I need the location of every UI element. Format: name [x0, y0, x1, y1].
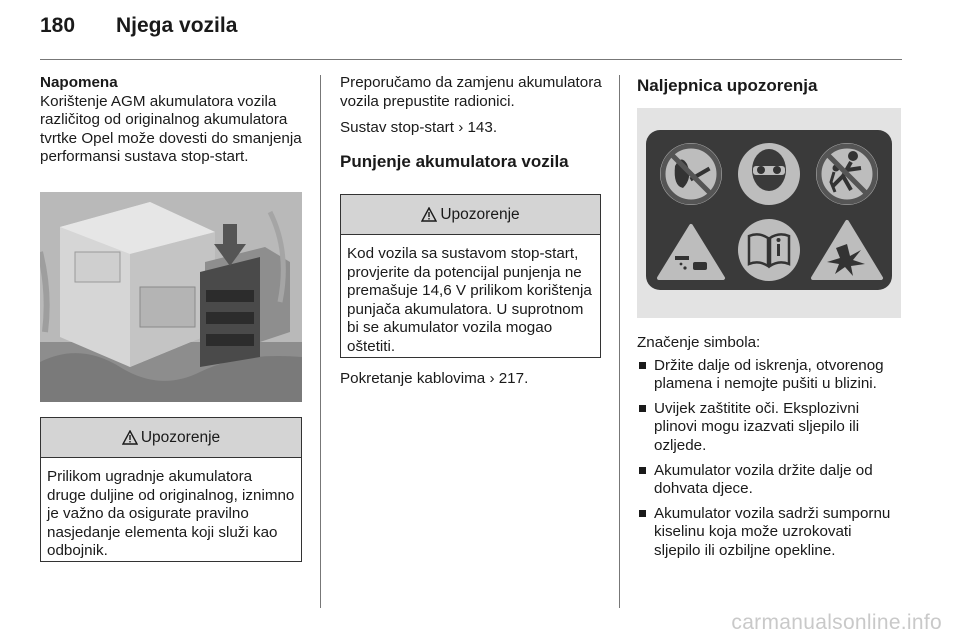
list-item-text: Držite dalje od iskrenja, otvorenog plamena i nemojte pušiti u blizini. — [654, 356, 884, 393]
reference-text: Pokretanje kablovima — [340, 370, 486, 387]
page-title: Njega vozila — [116, 14, 238, 37]
warning-label-image — [637, 108, 901, 318]
keep-children-away-icon — [816, 143, 878, 205]
note-text: Korištenje AGM akumulatora vozila različitog od originalnog akumulatora tvrtke Opel može dovesti do smanjenja performansi sustava stop-start. — [40, 92, 302, 166]
list-item-text: Uvijek zaštitite oči. Eksplozivni plinovi mogu izazvati sljepilo ili ozljede. — [654, 399, 860, 454]
page-ref-icon: › — [489, 370, 495, 387]
reference-text: Sustav stop-start — [340, 119, 454, 137]
column-divider-1 — [320, 75, 321, 608]
warning-triangle-icon — [122, 430, 138, 445]
warning-triangle-icon — [421, 207, 437, 222]
bullet-square-icon — [639, 510, 646, 517]
paragraph-recommendation: Preporučamo da zamjenu akumulatora vozila prepustite radionici. — [340, 74, 602, 110]
header-rule — [40, 59, 902, 60]
page-ref-icon: › — [458, 119, 464, 137]
bullet-square-icon — [639, 405, 646, 412]
list-item-text: Akumulator vozila držite dalje od dohvata djece. — [654, 461, 873, 498]
page-number: 180 — [40, 14, 76, 37]
column-1 — [40, 74, 302, 167]
list-item-text: Akumulator vozila sadrži sumpornu kiselinu koja može uzrokovati sljepilo ili ozbiljne opekline. — [654, 504, 891, 559]
read-manual-icon — [738, 219, 800, 281]
eye-protection-icon — [738, 143, 800, 205]
battery-photo — [40, 192, 302, 402]
list-item — [637, 357, 902, 394]
section-heading: Naljepnica upozorenja — [637, 76, 818, 95]
warning-header — [41, 418, 301, 458]
note-title: Napomena — [40, 74, 118, 91]
no-smoking-icon — [660, 143, 722, 205]
list-item — [637, 505, 902, 561]
paragraph-stop-start — [340, 119, 602, 138]
reference-page: 217. — [498, 370, 529, 387]
warning-text: Kod vozila sa sustavom stop-start, provjerite da potencijal punjenja ne premašuje 14,6 V prilikom korištenja punjača akumulatora. U suprotnom bi se akumulator vozila mogao oštetiti. — [347, 245, 592, 355]
list-item — [637, 462, 902, 499]
warning-box-2 — [340, 194, 601, 358]
section-heading: Punjenje akumulatora vozila — [340, 151, 569, 171]
symbol-meanings — [637, 334, 902, 567]
warning-text: Prilikom ugradnje akumulatora druge duljine od originalnog, iznimno je važno da osigurate pravilno nasjedanje elementa koji služi kao odbojnik. — [47, 468, 295, 560]
page-header — [40, 14, 237, 38]
bullet-square-icon — [639, 362, 646, 369]
list-item — [637, 400, 902, 456]
warning-box-1 — [40, 417, 302, 562]
jump-start-ref — [340, 370, 602, 389]
warning-title: Upozorenje — [440, 205, 520, 223]
intro-text: Značenje simbola: — [637, 334, 761, 351]
watermark: carmanualsonline.info — [731, 611, 942, 634]
reference-page: 143. — [467, 119, 498, 137]
warning-header — [341, 195, 600, 235]
warning-title: Upozorenje — [140, 428, 221, 446]
column-divider-2 — [619, 75, 620, 608]
column-3 — [637, 62, 902, 108]
bullet-square-icon — [639, 467, 646, 474]
column-2 — [340, 74, 602, 184]
